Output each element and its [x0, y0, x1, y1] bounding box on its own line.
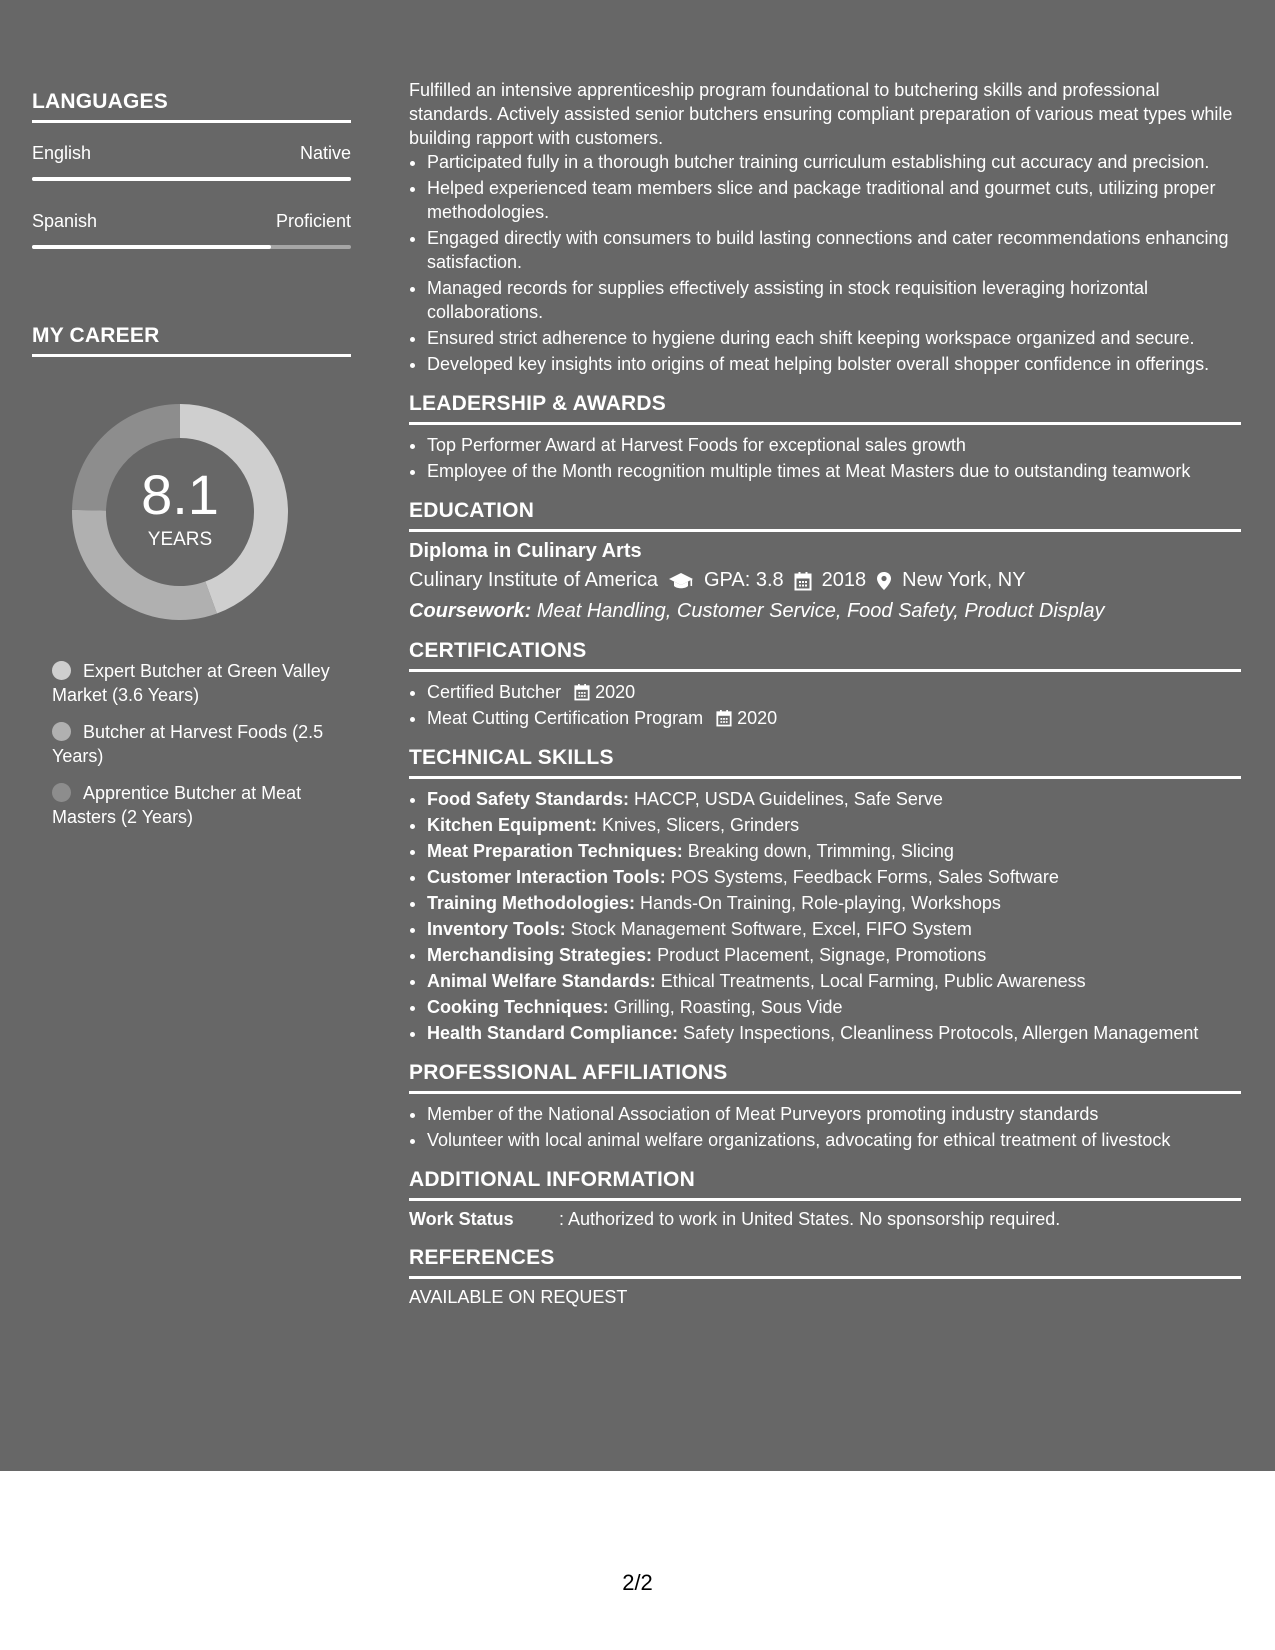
skill-label: Training Methodologies:: [427, 893, 635, 913]
skill-item: [427, 813, 1241, 837]
additional-section: [409, 1168, 1241, 1230]
affiliations-title: PROFESSIONAL AFFILIATIONS: [409, 1061, 1241, 1094]
language-bar: [32, 177, 351, 181]
experience-bullet: • Engaged directly with consumers to build lasting connections and cater recommendations enhancing satisfaction.: [427, 226, 1241, 274]
legend-dot-icon: [52, 722, 71, 741]
career-legend-item: [52, 720, 351, 768]
skill-item: [427, 1021, 1241, 1045]
skills-title: TECHNICAL SKILLS: [409, 746, 1241, 779]
education-title: EDUCATION: [409, 499, 1241, 532]
skill-label: Customer Interaction Tools:: [427, 867, 666, 887]
skills-list: [409, 787, 1241, 1045]
career-legend-label: Apprentice Butcher at Meat Masters (2 Years): [52, 783, 302, 827]
experience-bullet: • Developed key insights into origins of meat helping bolster overall shopper confidence in offerings.: [427, 352, 1241, 376]
career-donut-chart: [65, 397, 295, 627]
skill-value: Hands-On Training, Role-playing, Workshops: [640, 893, 1001, 913]
experience-intro: Fulfilled an intensive apprenticeship program foundational to butchering skills and professional standards. Actively assisted senior butchers ensuring compliant preparation of various meat types while building rapport with customers.: [409, 80, 1233, 148]
language-level: Proficient: [275, 211, 351, 231]
education-section: [409, 499, 1241, 623]
education-year: 2018: [821, 569, 867, 591]
main-content: [409, 78, 1241, 1308]
sidebar: [32, 90, 351, 842]
skill-value: Grilling, Roasting, Sous Vide: [613, 997, 843, 1017]
skill-value: Knives, Slicers, Grinders: [602, 815, 800, 835]
education-degree: Diploma in Culinary Arts: [409, 540, 642, 562]
skills-section: [409, 746, 1241, 1045]
location-pin-icon: [876, 571, 892, 591]
skill-value: POS Systems, Feedback Forms, Sales Software: [670, 867, 1059, 887]
career-title: MY CAREER: [32, 324, 351, 357]
skill-label: Merchandising Strategies:: [427, 945, 653, 965]
language-bar: [32, 245, 351, 249]
additional-title: ADDITIONAL INFORMATION: [409, 1168, 1241, 1201]
certification-name: Meat Cutting Certification Program: [427, 708, 704, 728]
skill-label: Food Safety Standards:: [427, 789, 630, 809]
leadership-title: LEADERSHIP & AWARDS: [409, 392, 1241, 425]
references-title: REFERENCES: [409, 1246, 1241, 1279]
legend-dot-icon: [52, 661, 71, 680]
skill-value: Product Placement, Signage, Promotions: [657, 945, 987, 965]
work-status-label: Work Status: [409, 1209, 514, 1229]
certification-item: [427, 680, 1241, 704]
career-legend-item: [52, 781, 351, 829]
legend-dot-icon: [52, 783, 71, 802]
career-total-years: 8.1: [141, 463, 219, 526]
skill-item: [427, 839, 1241, 863]
language-level: Native: [299, 143, 351, 163]
leadership-item: • Top Performer Award at Harvest Foods for exceptional sales growth: [427, 433, 1241, 457]
graduation-cap-icon: [668, 571, 694, 591]
skill-label: Cooking Techniques:: [427, 997, 609, 1017]
skill-label: Animal Welfare Standards:: [427, 971, 656, 991]
education-school: Culinary Institute of America: [409, 569, 658, 591]
affiliations-section: [409, 1061, 1241, 1152]
calendar-icon: [574, 683, 590, 701]
calendar-icon: [794, 571, 812, 591]
skill-item: [427, 943, 1241, 967]
references-section: [409, 1246, 1241, 1308]
skill-label: Inventory Tools:: [427, 919, 566, 939]
language-name: English: [32, 143, 92, 163]
experience-bullet: • Participated fully in a thorough butcher training curriculum establishing cut accuracy and precision.: [427, 150, 1241, 174]
references-text: AVAILABLE ON REQUEST: [409, 1287, 628, 1307]
leadership-section: [409, 392, 1241, 483]
coursework-value: Meat Handling, Customer Service, Food Safety, Product Display: [536, 600, 1105, 622]
skill-item: [427, 917, 1241, 941]
career-legend-label: Butcher at Harvest Foods (2.5 Years): [52, 722, 324, 766]
affiliation-item: • Volunteer with local animal welfare organizations, advocating for ethical treatment of livestock: [427, 1128, 1241, 1152]
career-legend: [32, 659, 351, 829]
skill-value: Stock Management Software, Excel, FIFO System: [570, 919, 972, 939]
experience-bullet: • Ensured strict adherence to hygiene during each shift keeping workspace organized and secure.: [427, 326, 1241, 350]
experience-bullet: • Helped experienced team members slice and package traditional and gourmet cuts, utilizing proper methodologies.: [427, 176, 1241, 224]
skill-item: [427, 787, 1241, 811]
skill-value: Safety Inspections, Cleanliness Protocols, Allergen Management: [683, 1023, 1199, 1043]
language-item-english: [32, 143, 351, 181]
career-legend-label: Expert Butcher at Green Valley Market (3.6 Years): [52, 661, 330, 705]
certification-item: [427, 706, 1241, 730]
skill-label: Kitchen Equipment:: [427, 815, 597, 835]
language-bar-fill: [32, 177, 351, 181]
experience-bullet: • Managed records for supplies effectively assisting in stock requisition leveraging horizontal collaborations.: [427, 276, 1241, 324]
education-gpa: GPA: 3.8: [704, 569, 784, 591]
skill-value: Ethical Treatments, Local Farming, Public Awareness: [660, 971, 1086, 991]
language-bar-fill: [32, 245, 271, 249]
language-name: Spanish: [32, 211, 98, 231]
skill-item: [427, 865, 1241, 889]
skill-item: [427, 891, 1241, 915]
page-number: 2/2: [622, 1570, 653, 1595]
education-location: New York, NY: [902, 569, 1026, 591]
skill-label: Meat Preparation Techniques:: [427, 841, 683, 861]
certification-year: 2020: [737, 708, 778, 728]
certification-year: 2020: [595, 682, 636, 702]
certifications-title: CERTIFICATIONS: [409, 639, 1241, 672]
calendar-icon: [716, 709, 732, 727]
language-item-spanish: [32, 211, 351, 249]
certifications-section: [409, 639, 1241, 730]
languages-title: LANGUAGES: [32, 90, 351, 123]
skill-value: Breaking down, Trimming, Slicing: [687, 841, 954, 861]
affiliation-item: • Member of the National Association of Meat Purveyors promoting industry standards: [427, 1102, 1241, 1126]
education-coursework: [409, 600, 1241, 623]
work-status-value: : Authorized to work in United States. No sponsorship required.: [559, 1209, 1061, 1229]
skill-item: [427, 969, 1241, 993]
skill-item: [427, 995, 1241, 1019]
coursework-label: Coursework:: [409, 600, 532, 622]
skill-label: Health Standard Compliance:: [427, 1023, 679, 1043]
career-years-unit: YEARS: [147, 529, 213, 550]
skill-value: HACCP, USDA Guidelines, Safe Serve: [634, 789, 943, 809]
career-legend-item: [52, 659, 351, 707]
experience-bullets: [409, 150, 1241, 376]
leadership-item: • Employee of the Month recognition multiple times at Meat Masters due to outstanding teamwork: [427, 459, 1241, 483]
certification-name: Certified Butcher: [427, 682, 562, 702]
